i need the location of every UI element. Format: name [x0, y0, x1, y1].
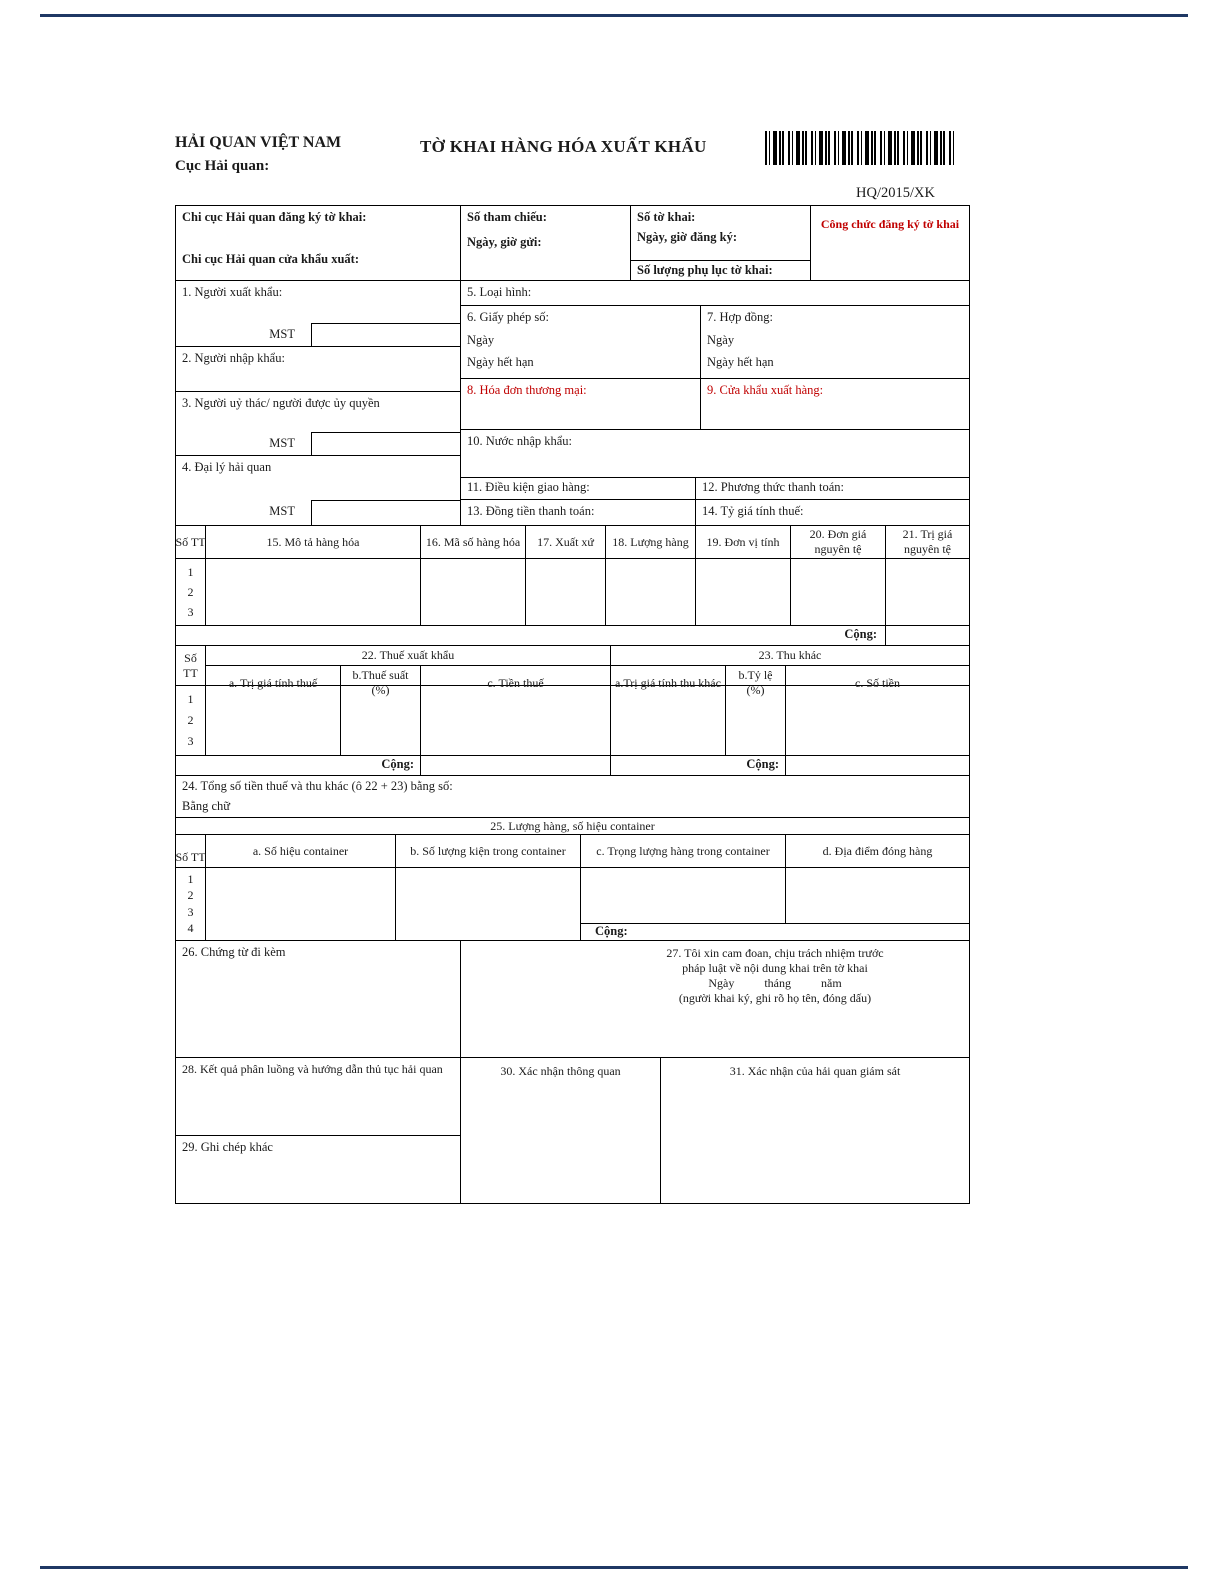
import-country-cell: 10. Nước nhập khẩu:: [461, 430, 969, 478]
agent-cell: [176, 455, 460, 525]
form-code: HQ/2015/XK: [856, 185, 935, 201]
container-col-location: d. Địa điểm đóng hàng: [822, 843, 933, 858]
exchange-rate-cell: 14. Tỷ giá tính thuế:: [702, 504, 804, 519]
docs-declaration-row: [176, 940, 969, 1058]
mst-box: [311, 323, 460, 346]
parties-column: [176, 281, 461, 525]
mst-label: MST: [269, 326, 295, 341]
goods-col-unit: 19. Đơn vị tính: [696, 526, 791, 558]
goods-total-value-cell: [886, 626, 969, 645]
payment-method-cell: 12. Phương thức thanh toán:: [702, 480, 845, 495]
tax-total-row: [176, 756, 969, 776]
tax-row-numbers: [176, 686, 206, 755]
tax-total-value-22: [421, 756, 611, 775]
currency-rate-row: [461, 500, 969, 525]
mst-label: MST: [269, 504, 295, 518]
tax-taxable-value-cell: [206, 686, 341, 755]
type-cell: 5. Loại hình:: [461, 281, 969, 306]
license-cell: [461, 306, 701, 378]
reg-office-label: Chi cục Hải quan đăng ký tờ khai:: [182, 210, 367, 224]
importer-label: 2. Người nhập khẩu:: [182, 350, 285, 365]
invoice-gate-row: [461, 379, 969, 431]
tax-stt-line1: Số: [184, 650, 197, 665]
tax-other-rate-cell: [726, 686, 786, 755]
bottom-divider-line: [40, 1566, 1188, 1569]
goods-row-number: 1: [187, 564, 194, 579]
goods-origin-cell: [526, 559, 606, 625]
container-row-number: 3: [187, 904, 194, 919]
goods-quantity-cell: [606, 559, 696, 625]
goods-total-label: Cộng:: [176, 626, 886, 645]
delivery-payment-row: [461, 478, 969, 500]
trustee-mst-row: [176, 432, 460, 455]
decl-no-label: Số tờ khai:: [637, 210, 696, 224]
container-table-title: 25. Lượng hàng, số hiệu container: [176, 818, 969, 835]
declaration-line1: 27. Tôi xin cam đoan, chịu trách nhiệm trước: [666, 946, 884, 960]
goods-hs-code-cell: [421, 559, 526, 625]
container-right-group: [581, 868, 969, 940]
license-date-label: Ngày: [467, 332, 495, 347]
tax-col-stt: [176, 646, 206, 685]
org-name: HẢI QUAN VIỆT NAM: [175, 134, 342, 151]
exit-office-label: Chi cục Hải quan cửa khẩu xuất:: [182, 251, 359, 266]
goods-col-quantity: 18. Lượng hàng: [606, 526, 696, 558]
exporter-cell: [176, 281, 460, 346]
tax-amount-cell: [421, 686, 611, 755]
officer-label: Công chức đăng ký tờ khai: [820, 217, 960, 231]
goods-col-value: 21. Trị giá nguyên tệ: [902, 527, 953, 556]
tax-row-number: 1: [187, 692, 194, 706]
container-col-stt: Số TT: [176, 835, 206, 867]
trustee-cell: [176, 391, 460, 456]
container-row-number: 2: [187, 888, 194, 903]
currency-cell: 13. Đồng tiền thanh toán:: [461, 500, 696, 525]
declaration-sign-line: (người khai ký, ghi rõ họ tên, đóng dấu): [678, 991, 872, 1005]
bottom-row: [176, 1058, 969, 1203]
goods-description-cell: [206, 559, 421, 625]
container-body-row: [176, 868, 969, 940]
contract-label: 7. Hợp đồng:: [707, 309, 773, 324]
routing-cell: 28. Kết quả phân luồng và hướng dẫn thủ tục hải quan: [176, 1058, 460, 1136]
goods-col-hs-code: 16. Mã số hàng hóa: [421, 526, 526, 558]
container-col-packages: b. Số lượng kiện trong container: [396, 835, 581, 867]
grand-total-label: 24. Tổng số tiền thuế và thu khác (ô 22 + 23) bằng số:: [182, 779, 453, 793]
attached-docs-cell: 26. Chứng từ đi kèm: [176, 941, 461, 1057]
container-weight-cell: [581, 868, 786, 923]
container-table: [176, 818, 969, 940]
goods-unit-price-cell: [791, 559, 886, 625]
registration-header-row: [176, 206, 969, 281]
goods-row-number: 2: [187, 584, 194, 599]
contract-date-label: Ngày: [707, 332, 735, 347]
goods-col-description: 15. Mô tả hàng hóa: [206, 526, 421, 558]
mst-box: [311, 432, 460, 455]
tax-body-row: [176, 686, 969, 756]
mst-label: MST: [269, 436, 295, 451]
tax-col-other-rate: b.Tỷ lệ (%): [726, 666, 786, 700]
tax-total-label-23: Cộng:: [611, 756, 786, 775]
container-number-cell: [206, 868, 396, 940]
goods-unit-cell: [696, 559, 791, 625]
tax-other-value-cell: [611, 686, 726, 755]
container-row-number: 4: [187, 921, 194, 936]
tax-total-value-23: [786, 756, 969, 775]
goods-row-numbers: [176, 559, 206, 625]
declaration-cell: [461, 941, 969, 1057]
barcode-image: [765, 131, 955, 165]
container-total-label: Cộng:: [581, 923, 969, 940]
goods-header-row: [176, 526, 969, 559]
trustee-label: 3. Người uỷ thác/ người được ủy quyền: [182, 395, 380, 410]
container-location-cell: [786, 868, 969, 923]
goods-table: [176, 526, 969, 646]
tax-table: [176, 646, 969, 776]
notes-cell: 29. Ghi chép khác: [182, 1140, 273, 1154]
container-row-numbers: [176, 868, 206, 940]
clearance-cell: 30. Xác nhận thông quan: [461, 1058, 661, 1203]
exporter-label: 1. Người xuất khẩu:: [182, 285, 283, 299]
tax-group-export: 22. Thuế xuất khẩu: [206, 646, 611, 665]
grand-total-cell: [176, 776, 969, 818]
reg-datetime-label: Ngày, giờ đăng ký:: [637, 230, 737, 244]
delivery-terms-cell: 11. Điều kiện giao hàng:: [461, 478, 696, 499]
exporter-mst-row: [176, 323, 460, 346]
goods-col-origin: 17. Xuất xứ: [526, 526, 606, 558]
routing-notes-column: [176, 1058, 461, 1203]
tax-group-other: 23. Thu khác: [758, 648, 822, 662]
supervision-cell: 31. Xác nhận của hải quan giám sát: [729, 1064, 901, 1078]
customs-org-block: [175, 134, 341, 175]
license-label: 6. Giấy phép số:: [467, 309, 549, 324]
goods-body-row: [176, 559, 969, 626]
invoice-cell: 8. Hóa đơn thương mại:: [461, 379, 701, 430]
parties-shipment-row: [176, 281, 969, 526]
tax-row-number: 2: [187, 713, 194, 727]
agent-label: 4. Đại lý hải quan: [182, 460, 272, 475]
agent-mst-row: [176, 500, 460, 525]
container-row-number: 1: [187, 871, 194, 886]
tax-header-right: [206, 646, 969, 697]
container-col-number: a. Số hiệu container: [206, 835, 396, 867]
appendix-count-label: Số lượng phụ lục tờ khai:: [631, 260, 810, 280]
tax-row-number: 3: [187, 734, 194, 748]
tax-group-header-row: [206, 646, 969, 665]
tax-col-other-amount: c. Số tiền: [855, 675, 900, 690]
ref-no-label: Số tham chiếu:: [467, 210, 547, 224]
in-words-label: Bằng chữ: [182, 798, 231, 813]
license-contract-row: [461, 306, 969, 379]
tax-col-tax-amount: c. Tiền thuế: [421, 666, 611, 700]
goods-col-stt: Số TT: [176, 526, 206, 558]
tax-rate-cell: [341, 686, 421, 755]
declaration-line2: pháp luật về nội dung khai trên tờ khai: [682, 961, 868, 975]
form-title: TỜ KHAI HÀNG HÓA XUẤT KHẨU: [420, 137, 707, 156]
tax-stt-line2: TT: [183, 665, 198, 680]
org-branch: Cục Hải quan:: [175, 158, 270, 174]
contract-cell: [701, 306, 969, 378]
sent-datetime-label: Ngày, giờ gửi:: [467, 234, 542, 249]
top-divider-line: [40, 14, 1188, 17]
license-expiry-label: Ngày hết hạn: [467, 355, 534, 370]
tax-other-amount-cell: [786, 686, 969, 755]
importer-cell: [176, 346, 460, 391]
goods-col-unit-price: 20. Đơn giá nguyên tệ: [791, 526, 886, 558]
goods-total-row: [176, 626, 969, 646]
declaration-date-line: Ngày tháng năm: [708, 976, 842, 990]
reference-cell: [461, 206, 631, 280]
declaration-no-cell: [631, 206, 811, 280]
container-packages-cell: [396, 868, 581, 940]
exit-gate-cell: 9. Cửa khẩu xuất hàng:: [707, 382, 824, 397]
contract-expiry-label: Ngày hết hạn: [707, 355, 774, 370]
tax-col-other-value: a.Trị giá tính thu khác: [611, 666, 726, 700]
shipment-column: [461, 281, 969, 525]
container-header-row: [176, 835, 969, 868]
tax-header: [176, 646, 969, 697]
tax-total-label-22: Cộng:: [176, 756, 421, 775]
tax-col-taxable-value: a. Trị giá tính thuế: [206, 666, 341, 700]
container-col-weight: c. Trọng lượng hàng trong container: [581, 835, 786, 867]
goods-row-number: 3: [187, 604, 194, 619]
reg-office-cell: [176, 206, 461, 280]
mst-box: [311, 500, 460, 525]
container-weight-location-cells: [581, 868, 969, 923]
tax-col-tax-rate: b.Thuế suất (%): [341, 666, 421, 700]
goods-value-cell: [886, 559, 969, 625]
export-declaration-form: [175, 205, 970, 1204]
